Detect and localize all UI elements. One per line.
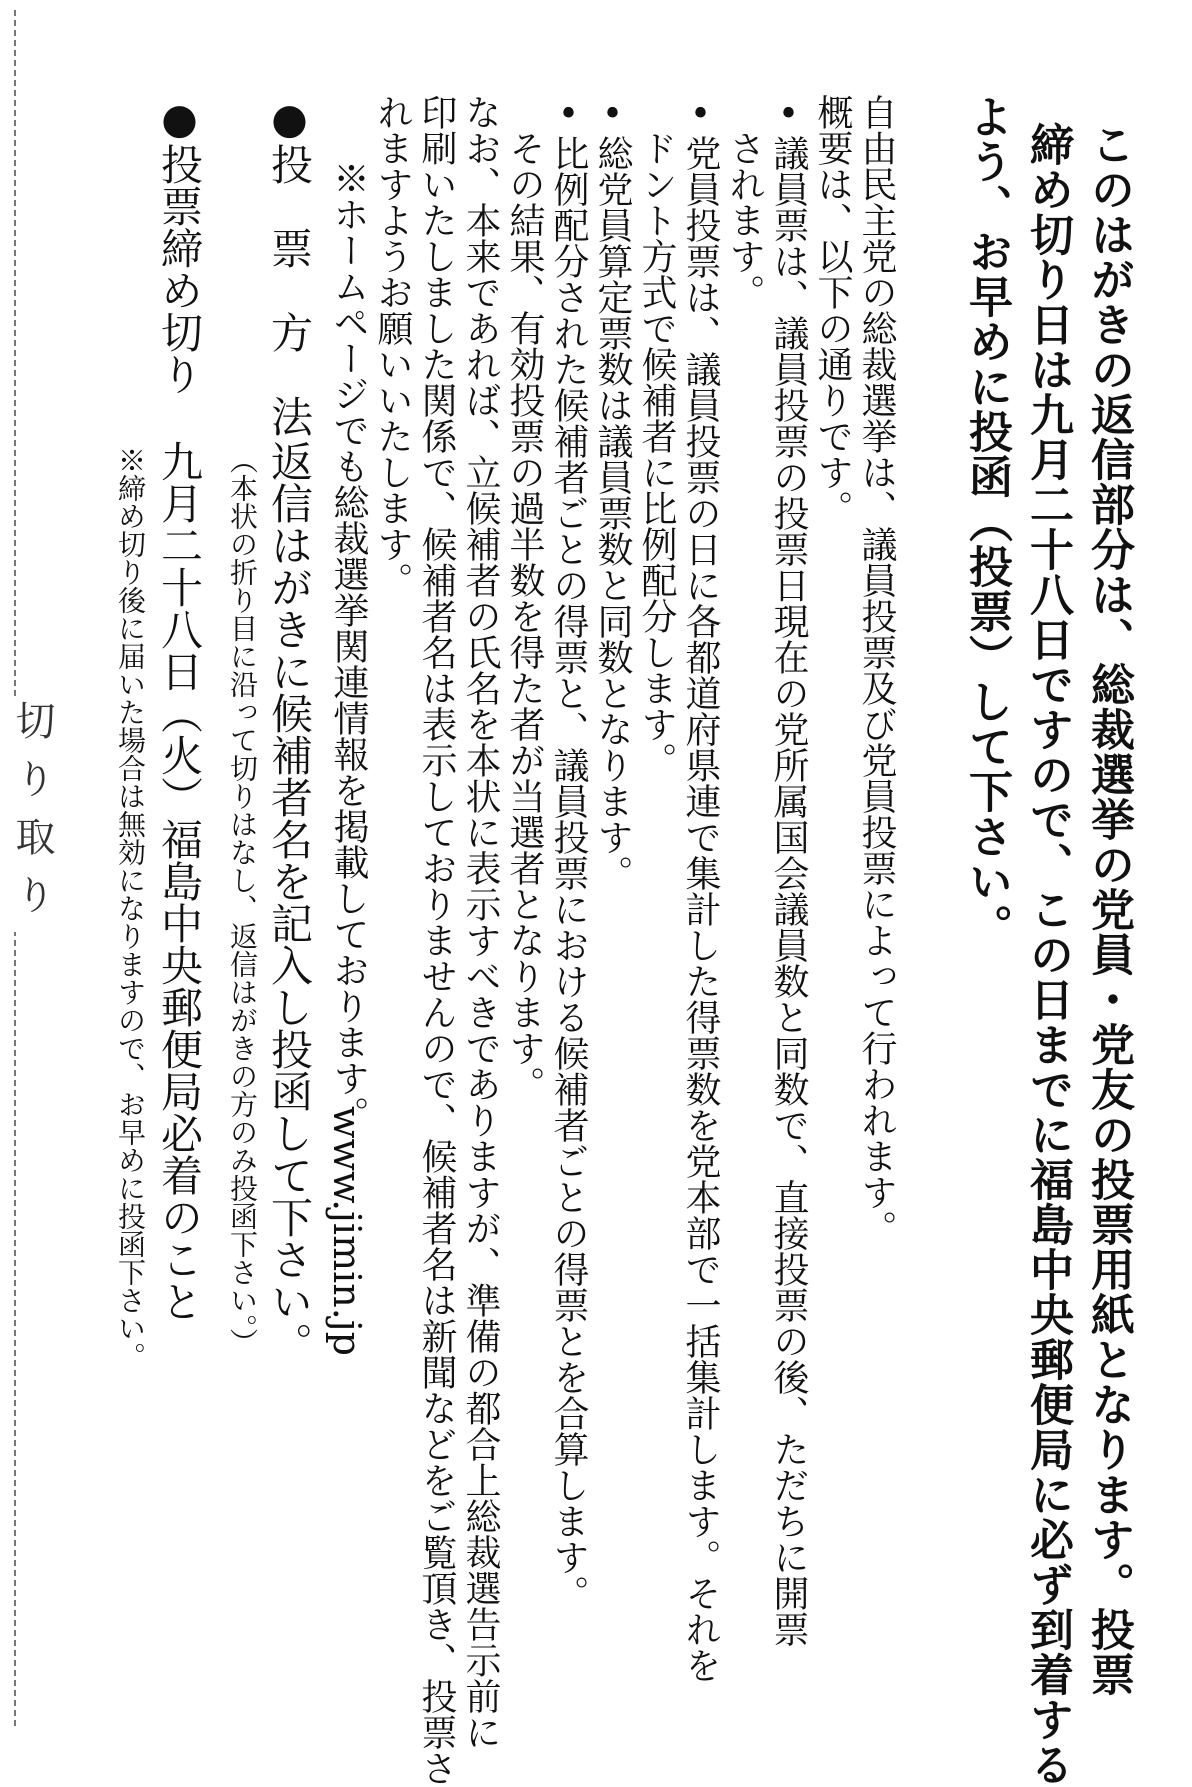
- overview-bullet-4-cont: その結果、有効投票の過半数を得た者が当選者となります。: [504, 94, 545, 1102]
- overview-bullet-2-cont: ドント方式で候補者に比例配分します。: [636, 94, 677, 778]
- overview-line-1: 自由民主党の総裁選挙は、議員投票及び党員投票によって行われます。: [856, 94, 897, 1246]
- vote-method-note: （本状の折り目に沿って切りはなし、返信はがきの方のみ投函下さい。）: [226, 446, 259, 1356]
- deadline-note: ※締め切り後に届いた場合は無効になりますので、お早めに投函下さい。: [114, 446, 147, 1370]
- homepage-note: ※ホームページでも総裁選挙関連情報を掲載しております。: [328, 160, 369, 1132]
- overview-bullet-4: •比例配分された候補者ごとの得票と、議員投票における候補者ごとの得票とを合算します。: [548, 94, 589, 1611]
- cut-mark-label: 切り取り: [4, 700, 61, 932]
- homepage-url[interactable]: www.jimin.jp: [325, 1106, 369, 1356]
- overview-note-2: 印刷いたしました関係で、候補者名は表示しておりませんので、候補者名は新聞などをご覧頂き、投票さ: [416, 94, 457, 1786]
- deadline-heading: ●投票締め切り: [155, 94, 204, 395]
- overview-bullet-1-cont: されます。: [724, 94, 765, 310]
- overview-bullet-1: •議員票は、議員投票の投票日現在の党所属国会議員数と同数で、直接投票の後、ただちに開票: [768, 94, 809, 1647]
- overview-note-3: れますようお願いいたします。: [372, 94, 413, 598]
- vote-method-heading: ●投 票 方 法: [265, 94, 314, 437]
- vote-method-text: 返信はがきに候補者名を記入し投函して下さい。: [265, 440, 314, 1364]
- overview-note-1: なお、本来であれば、立候補者の氏名を本状に表示すべきでありますが、準備の都合上総裁選告示前に: [460, 94, 501, 1750]
- lead-line-3: よう、お早めに投函（投票）して下さい。: [961, 94, 1012, 949]
- lead-line-1: このはがきの返信部分は、総裁選挙の党員・党友の投票用紙となります。投票: [1083, 122, 1134, 1697]
- overview-bullet-2: •党員投票は、議員投票の日に各都道府県連で集計した得票数を党本部で一括集計します。それを: [680, 94, 721, 1683]
- overview-bullet-3: •総党員算定票数は議員票数と同数となります。: [592, 94, 633, 891]
- overview-line-2: 概要は、以下の通りです。: [812, 94, 853, 526]
- lead-line-2: 締め切り日は九月二十八日ですので、この日までに福島中央郵便局に必ず到着する: [1022, 122, 1073, 1787]
- deadline-text: 九月二十八日（火）福島中央郵便局必着のこと: [155, 440, 204, 1322]
